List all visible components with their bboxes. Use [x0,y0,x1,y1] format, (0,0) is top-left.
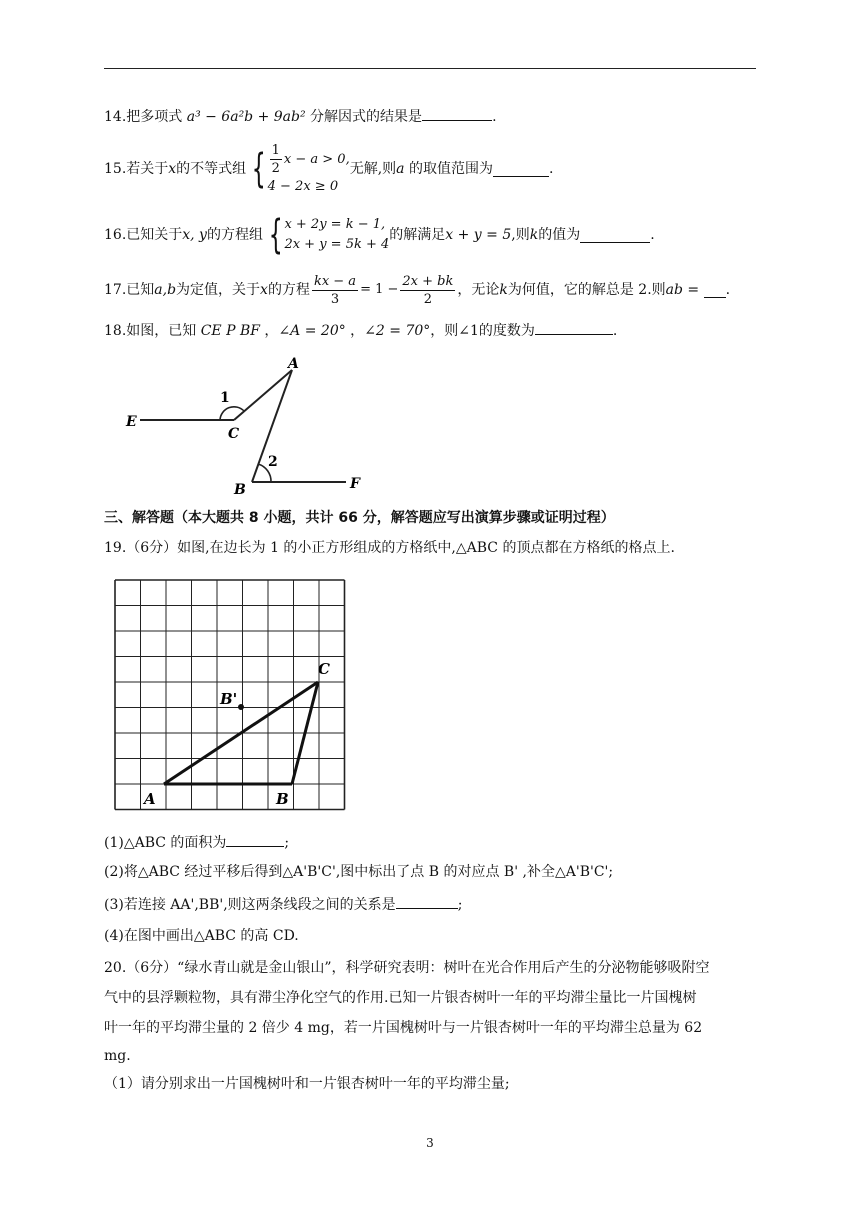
answer-blank-15[interactable] [493,162,549,177]
q14-suffix: 分解因式的结果是 [305,109,423,125]
q17-frac1-den: 3 [330,291,340,307]
label-b-prime: B' [220,690,238,708]
q16-vars: x, y [182,227,207,243]
q15-text: 15.若关于 [104,161,169,177]
q16-equation-system [263,212,390,258]
q19-p1-text: (1)△ABC 的面积为 [104,835,227,851]
q16-cond: x + y = 5 [445,227,512,243]
q17-suffix-b: 为何值，它的解总是 2.则 [507,282,666,298]
answer-blank-16[interactable] [580,228,650,243]
q20-line-1: 20.（6分）“绿水青山就是金山银山”，科学研究表明：树叶在光合作用后产生的分泌物能够吸附空 [104,960,710,976]
q17-text: 17.已知 [104,282,155,298]
q16-mid: 的方程组 [206,227,263,243]
q17-fraction-1 [312,273,358,308]
figure-18 [120,354,380,500]
label-c: C [318,660,330,678]
question-14: 14.把多项式 a³ − 6a²b + 9ab² 分解因式的结果是 . [104,106,497,127]
q19-p1-end: ; [284,835,290,851]
q16-suffix: 的值为 [538,227,581,243]
q18-suffix: ，则∠1的度数为 [430,323,535,339]
q15-var-a: a [396,161,405,177]
q17-frac2-den: 2 [423,291,433,307]
q17-mid2: 的方程 [267,282,310,298]
q17-fraction-2 [400,273,455,308]
label-b: B [234,482,246,498]
q14-text: 14.把多项式 [104,109,187,125]
q15-suffix-b: 的取值范围为 [408,161,493,177]
q15-eq1: x − a > 0, [283,151,350,167]
q17-eq-mid: = 1 − [360,282,399,297]
q20-line-4: mg. [104,1048,131,1064]
label-a: A [144,790,156,808]
q15-var: x [168,161,177,177]
left-brace-icon: { [251,146,266,192]
q20-line-3: 叶一年的平均滞尘量的 2 倍少 4 mg，若一片国槐树叶与一片银杏树叶一年的平均滞尘总量为 62 [104,1020,703,1036]
q20-part-1: （1）请分别求出一片国槐树叶和一片银杏树叶一年的平均滞尘量; [104,1076,510,1092]
question-15: 15.若关于 x 的不等式组 { $\frac{1}{2}$ x − a > 0, 4 − 2x ≥ 0 无解,则 a 的取值范围为 . [104,144,553,194]
answer-blank-19-3[interactable] [396,894,458,909]
q16-eq2: 2x + y = 5k + 4 [284,237,390,252]
q16-cond-a: 的解满足 [389,227,446,243]
q15-suffix-a: 无解,则 [349,161,397,177]
q19-part-3 [104,894,462,915]
q18-parallel: CE P BF [200,323,260,339]
q17-ab: ab = [665,282,700,298]
q20-line-2: 气中的县浮颗粒物，具有滞尘净化空气的作用.已知一片银杏树叶一年的平均滞尘量比一片国槐树 [104,990,697,1006]
answer-blank-19-1[interactable] [226,832,284,847]
point-b-prime [238,704,244,710]
q18-cond2: ∠2 = 70° [364,323,431,339]
q19-part-1 [104,832,289,853]
question-16: 16.已知关于 x, y 的方程组 { x + 2y = k − 1, 2x + y = 5k + 4 的解满足 x + y = 5 ,则 k 的值为 . [104,212,655,258]
q18-cond1: ∠A = 20° [278,323,346,339]
q19-part-4: (4)在图中画出△ABC 的高 CD. [104,928,299,944]
q19-part-2: (2)将△ABC 经过平移后得到△A'B'C',图中标出了点 B 的对应点 B' ,补全△A'B'C'; [104,864,614,880]
q17-var-k: k [499,282,508,298]
q16-text: 16.已知关于 [104,227,183,243]
q15-mid: 的不等式组 [176,161,247,177]
q15-eq2: 4 − 2x ≥ 0 [267,178,339,194]
section-3-title: 三、解答题（本大题共 8 小题，共计 66 分，解答题应写出演算步骤或证明过程） [104,510,615,526]
q14-polynomial: a³ − 6a²b + 9ab² [186,109,306,125]
label-e: E [126,414,137,430]
q17-frac2-num: 2x + bk [402,273,454,289]
q17-var-x: x [260,282,268,298]
question-17 [104,270,730,310]
q16-cond-b: ,则 [511,227,530,243]
q17-suffix-a: ，无论 [457,282,500,298]
q16-eq1: x + 2y = k − 1, [284,217,386,232]
q15-inequality-system: { $\frac{1}{2}$ x − a > 0, 4 − 2x ≥ 0 [246,142,350,197]
page-number: 3 [426,1136,434,1150]
answer-blank-17[interactable] [704,283,726,298]
q19-intro: 19.（6分）如图,在边长为 1 的小正方形组成的方格纸中,△ABC 的顶点都在方格纸的格点上. [104,540,675,556]
question-18: 18.如图，已知 CE P BF ，∠A = 20° ，∠2 = 70°，则∠1的度数为 . [104,320,617,341]
q18-text: 18.如图，已知 [104,323,201,339]
q19-p3-end: ; [457,897,463,913]
label-a: A [288,356,299,372]
q17-frac1-num: kx − a [313,273,357,289]
label-c: C [228,426,240,442]
label-angle-2: 2 [268,454,278,470]
answer-blank-18[interactable] [535,320,613,335]
label-f: F [350,476,360,492]
q17-end: . [725,282,731,298]
left-brace-icon: { [268,212,283,258]
q17-vars: a,b [154,282,177,298]
q19-p3-text: (3)若连接 AA',BB',则这两条线段之间的关系是 [104,897,396,913]
answer-blank-14[interactable] [422,106,492,121]
figure-19-grid [112,578,352,812]
q16-var-k: k [529,227,539,243]
header-rule [104,68,756,69]
q17-mid: 为定值，关于 [176,282,261,298]
label-b: B [276,790,289,808]
label-angle-1: 1 [220,390,230,406]
